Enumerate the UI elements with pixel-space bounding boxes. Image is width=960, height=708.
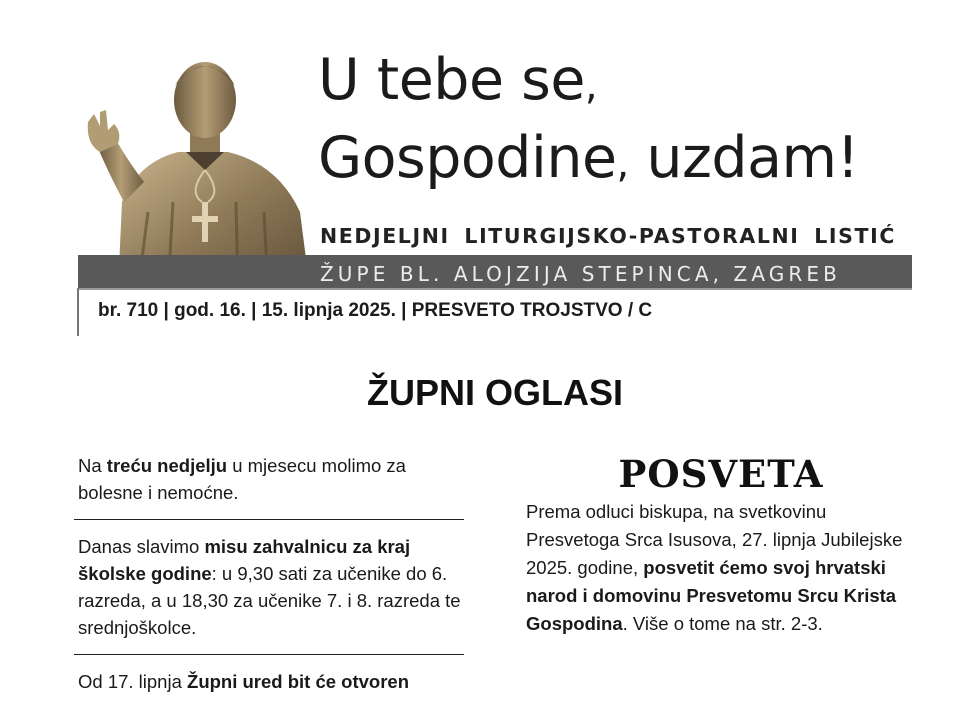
notice-text: Od 17. lipnja bbox=[78, 671, 188, 692]
title-comma: , bbox=[584, 63, 598, 109]
notices-column bbox=[74, 450, 464, 708]
notice-item bbox=[74, 531, 464, 654]
title-comma: , bbox=[616, 141, 629, 187]
title-line2: Gospodine bbox=[318, 125, 617, 191]
posveta-title: POSVETA bbox=[618, 452, 824, 496]
posveta-text-part: Prema odluci biskupa, na svetkovinu Presvetoga Srca Isusova, 27. lipnja Jubilejske 2025. godine, bbox=[526, 501, 903, 578]
divider bbox=[74, 519, 464, 520]
notice-text: u mjesecu molimo za bolesne i nemoćne. bbox=[78, 455, 406, 503]
notice-bold: treću nedjelju bbox=[106, 455, 228, 476]
issue-line: br. 710 | god. 16. | 15. lipnja 2025. | PRESVETO TROJSTVO / C bbox=[98, 300, 653, 321]
parish-name: ŽUPE BL. ALOJZIJA STEPINCA, ZAGREB bbox=[320, 262, 841, 286]
notice-bold: Župni ured bit će otvoren bbox=[187, 671, 410, 692]
notice-text: Danas slavimo bbox=[78, 536, 205, 557]
posveta-text bbox=[526, 498, 916, 638]
notice-text: Na bbox=[78, 455, 107, 476]
masthead-title bbox=[318, 44, 859, 200]
divider bbox=[74, 654, 464, 655]
notice-bold: misu zahvalnicu za kraj školske godine bbox=[78, 536, 411, 584]
issue-rule bbox=[78, 288, 912, 290]
posveta-text-part: . Više o tome na str. 2-3. bbox=[622, 613, 823, 634]
notice-item bbox=[74, 450, 464, 519]
title-line2b: uzdam! bbox=[628, 125, 859, 191]
posveta-bold: posvetit ćemo svoj hrvatski narod i domovinu Presvetomu Srcu Krista Gospodina bbox=[526, 557, 897, 634]
issue-rule-left bbox=[77, 288, 79, 336]
masthead-subtitle: NEDJELJNI LITURGIJSKO-PASTORALNI LISTIĆ bbox=[320, 224, 896, 248]
notice-item bbox=[74, 666, 464, 708]
title-line1: U tebe se bbox=[318, 47, 585, 113]
section-heading: ŽUPNI OGLASI bbox=[366, 372, 623, 413]
notice-text: : u 9,30 sati za učenike do 6. razreda, a u 18,30 za učenike 7. i 8. razreda te srednjoškolce. bbox=[78, 563, 461, 638]
